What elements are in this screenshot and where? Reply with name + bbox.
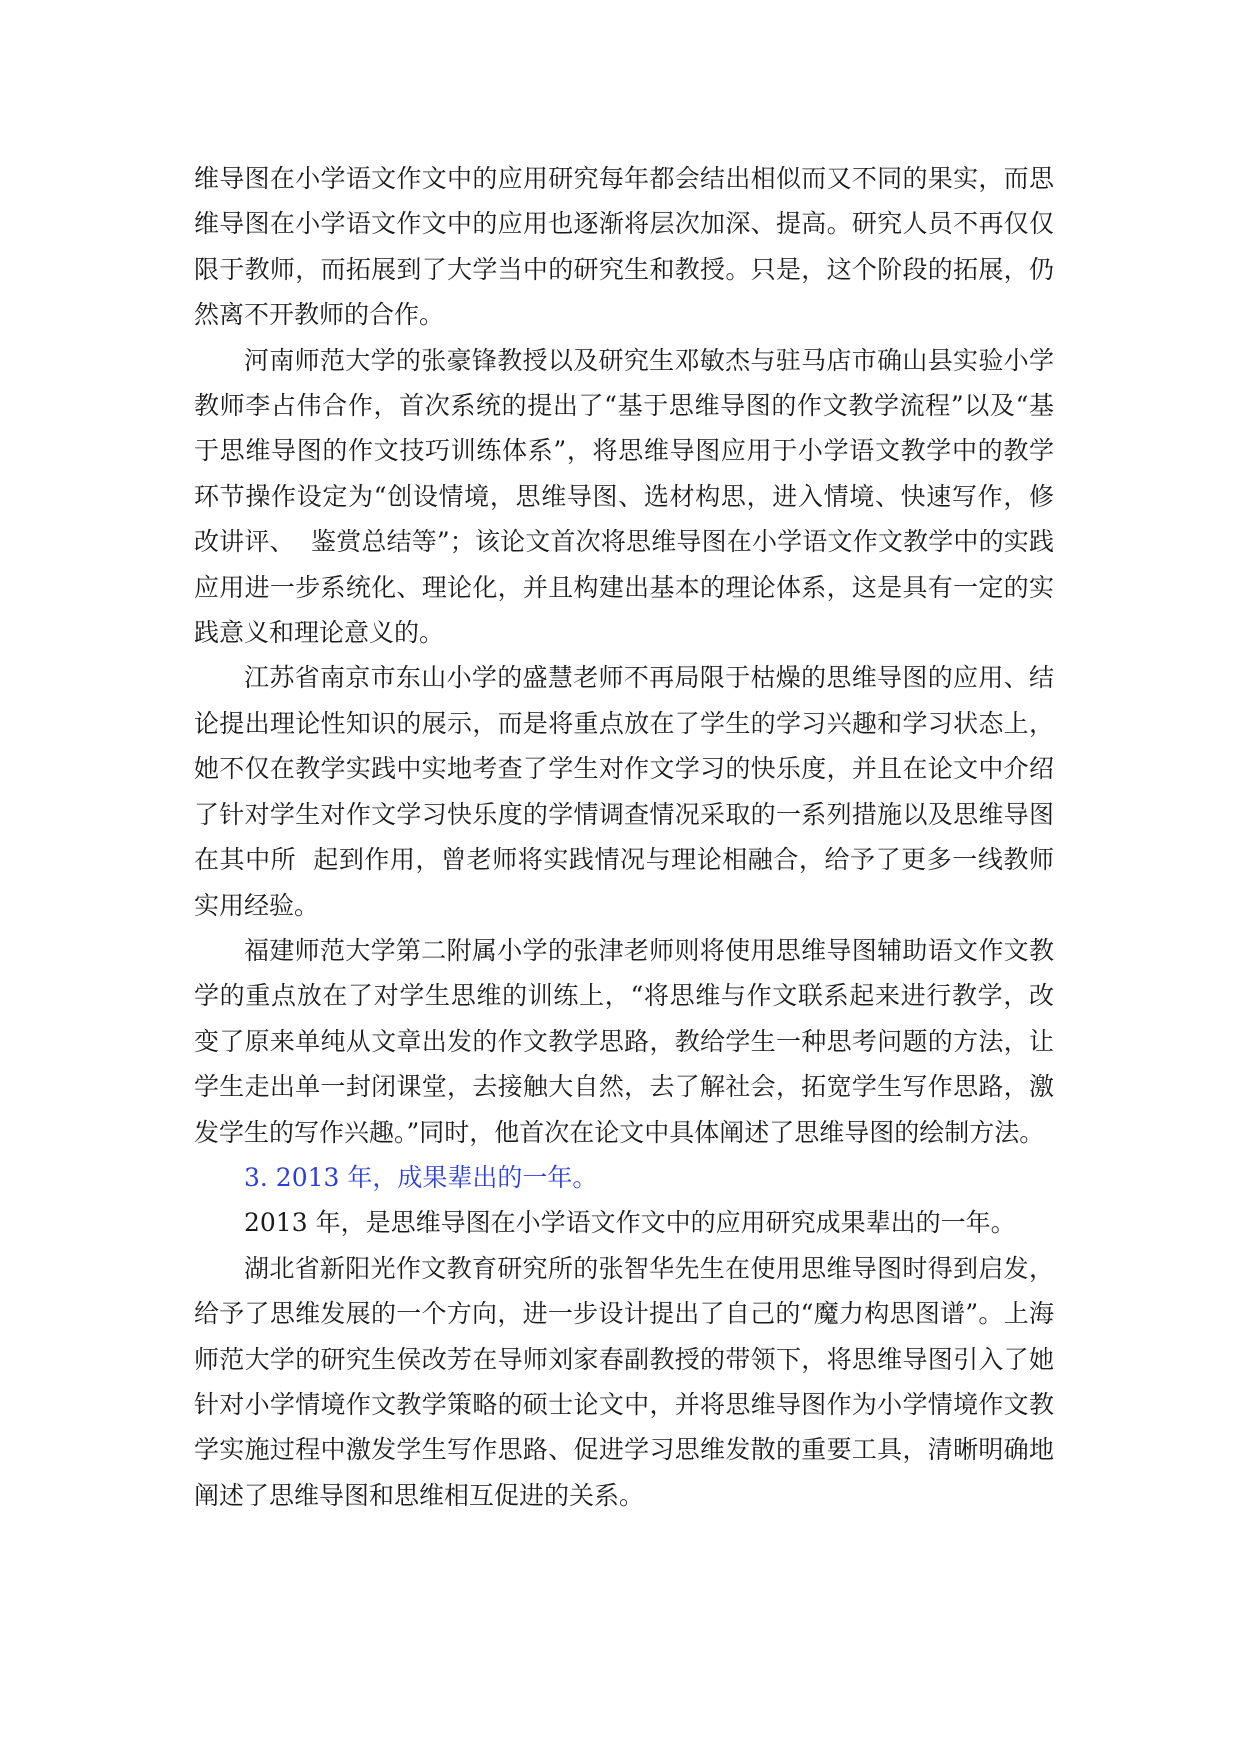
paragraph-fujian-normal-affiliated-school: 福建师范大学第二附属小学的张津老师则将使用思维导图辅助语文作文教学的重点放在了对学生思维的训练上，“将思维与作文联系起来进行教学，改变了原来单纯从文章出发的作文教学思路，教给学生一种思考问题的方法，让学生走出单一封闭课堂，去接触大自然，去了解社会，拓宽学生写作思路，激发学生的写作兴趣。”同时，他首次在论文中具体阐述了思维导图的绘制方法。 — [194, 935, 1054, 1147]
paragraph-nanjing-dongshan-school: 江苏省南京市东山小学的盛慧老师不再局限于枯燥的思维导图的应用、结论提出理论性知识的展示，而是将重点放在了学生的学习兴趣和学习状态上，她不仅在教学实践中实地考查了学生对作文学习的快乐度，并且在论文中介绍了针对学生对作文学习快乐度的学情调查情况采取的一系列措施以及思维导图在其中所 起到作用，曾老师将实践情况与理论相融合，给予了更多一线教师实用经验。 — [194, 663, 1054, 920]
paragraph-hubei-and-shanghai-research: 湖北省新阳光作文教育研究所的张智华先生在使用思维导图时得到启发，给予了思维发展的一个方向，进一步设计提出了自己的“魔力构思图谱”。上海师范大学的研究生侯改芳在导师刘家春副教授的带领下，将思维导图引入了她针对小学情境作文教学策略的硕士论文中，并将思维导图作为小学情境作文教学实施过程中激发学生写作思路、促进学习思维发散的重要工具，清晰明确地阐述了思维导图和思维相互促进的关系。 — [194, 1253, 1054, 1510]
paragraph-henan-normal-university: 河南师范大学的张豪锋教授以及研究生邓敏杰与驻马店市确山县实验小学教师李占伟合作，首次系统的提出了“基于思维导图的作文教学流程”以及“基于思维导图的作文技巧训练体系”，将思维导图应用于小学语文教学中的教学环节操作设定为“创设情境，思维导图、选材构思，进入情境、快速写作，修改讲评、 鉴赏总结等”；该论文首次将思维导图在小学语文作文教学中的实践应用进一步系统化、理论化，并且构建出基本的理论体系，这是具有一定的实践意义和理论意义的。 — [194, 345, 1054, 648]
paragraph-continuation: 维导图在小学语文作文中的应用研究每年都会结出相似而又不同的果实，而思维导图在小学语文作文中的应用也逐渐将层次加深、提高。研究人员不再仅仅限于教师，而拓展到了大学当中的研究生和教授。只是，这个阶段的拓展，仍然离不开教师的合作。 — [194, 164, 1054, 330]
paragraph-2013-summary: 2013 年，是思维导图在小学语文作文中的应用研究成果辈出的一年。 — [244, 1208, 1016, 1238]
document-body — [194, 156, 1054, 1518]
section-heading-2013: 3. 2013 年，成果辈出的一年。 — [244, 1162, 598, 1192]
